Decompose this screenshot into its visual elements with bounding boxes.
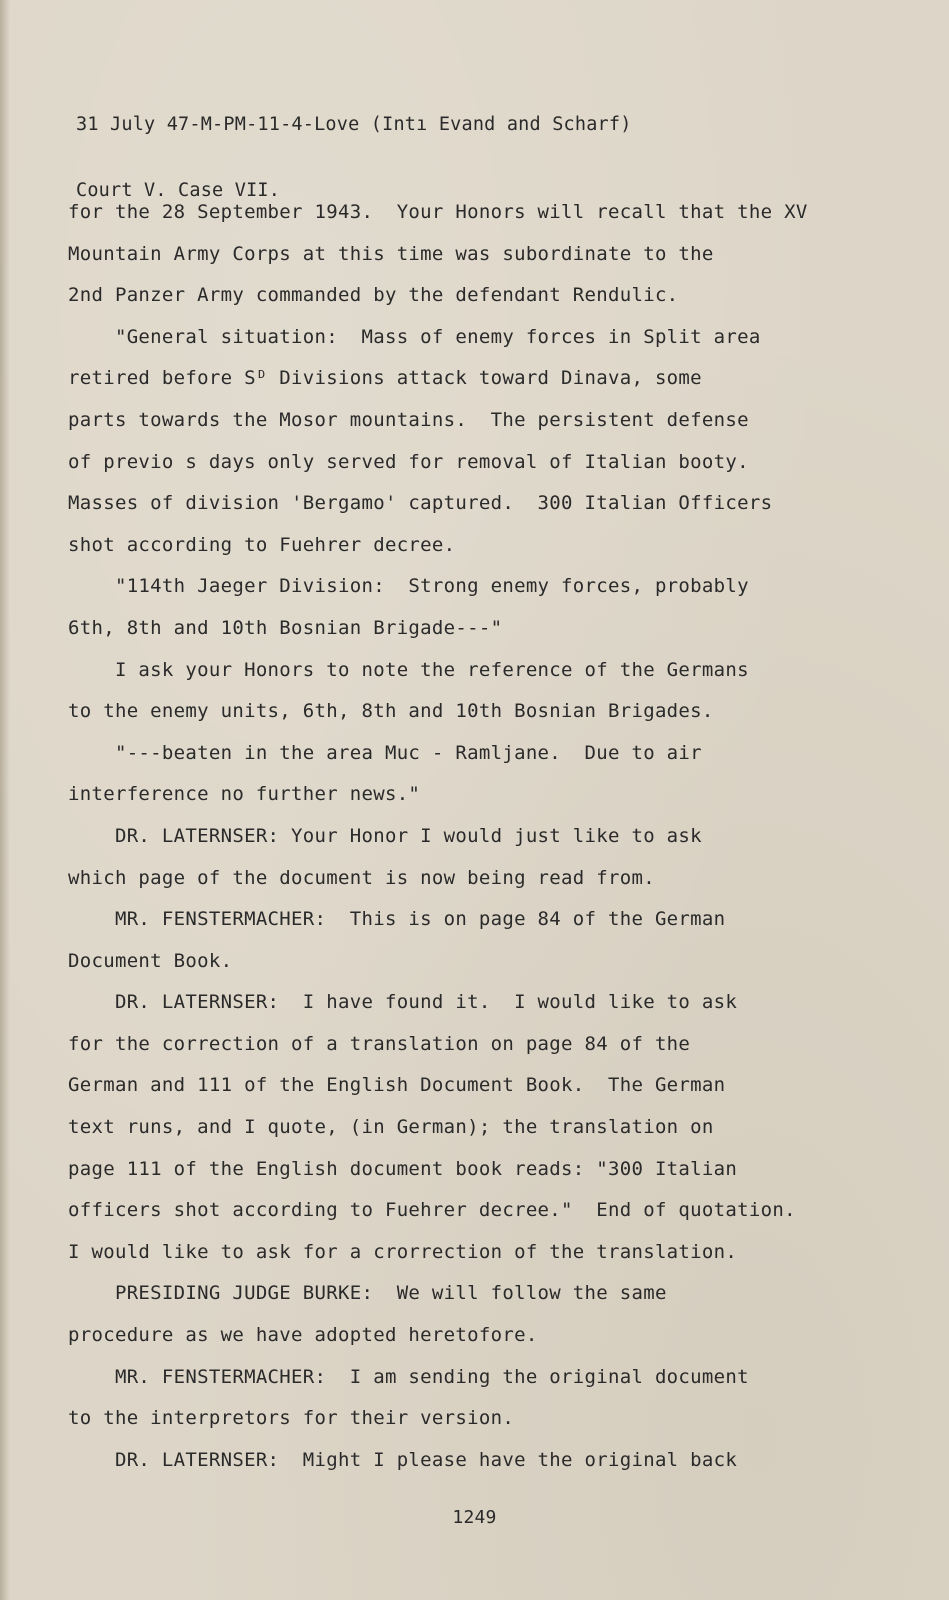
transcript-line: MR. FENSTERMACHER: This is on page 84 of the German: [68, 908, 726, 931]
transcript-line: DR. LATERNSER: Your Honor I would just like to ask: [68, 824, 702, 847]
transcript-line: interference no further news.": [68, 783, 421, 806]
page-number: 1249: [452, 1507, 497, 1528]
transcript-line: page 111 of the English document book reads: "300 Italian: [68, 1157, 738, 1180]
transcript-line: to the enemy units, 6th, 8th and 10th Bosnian Brigades.: [68, 700, 714, 723]
transcript-line: retired before Sᴰ Divisions attack toward Dinava, some: [68, 367, 702, 390]
transcript-line: text runs, and I quote, (in German); the translation on: [68, 1116, 714, 1139]
transcript-line: I ask your Honors to note the reference of the Germans: [68, 658, 749, 681]
transcript-line: 2nd Panzer Army commanded by the defendant Rendulic.: [68, 284, 679, 307]
transcript-line: DR. LATERNSER: I have found it. I would like to ask: [68, 991, 738, 1014]
transcript-line: which page of the document is now being read from.: [68, 866, 655, 889]
transcript-line: for the correction of a translation on page 84 of the: [68, 1032, 691, 1055]
header-session-line: 31 July 47-M-PM-11-4-Love (Intı Evand and Scharf): [76, 114, 632, 135]
transcript-line: procedure as we have adopted heretofore.: [68, 1324, 538, 1347]
transcript-line: to the interpretors for their version.: [68, 1407, 515, 1430]
transcript-line: of previo s days only served for removal of Italian booty.: [68, 450, 749, 473]
transcript-line: "General situation: Mass of enemy forces in Split area: [68, 325, 761, 348]
transcript-line: officers shot according to Fuehrer decree." End of quotation.: [68, 1199, 796, 1222]
transcript-line: Masses of division 'Bergamo' captured. 300 Italian Officers: [68, 492, 773, 515]
transcript-line: German and 111 of the English Document Book. The German: [68, 1074, 726, 1097]
transcript-body: [68, 192, 868, 1481]
page-edge-shadow: [0, 0, 10, 1600]
transcript-line: MR. FENSTERMACHER: I am sending the original document: [68, 1365, 749, 1388]
transcript-line: parts towards the Mosor mountains. The persistent defense: [68, 408, 749, 431]
transcript-line: I would like to ask for a crorrection of the translation.: [68, 1240, 738, 1263]
transcript-line: Document Book.: [68, 949, 233, 972]
transcript-line: 6th, 8th and 10th Bosnian Brigade---": [68, 616, 503, 639]
transcript-line: "114th Jaeger Division: Strong enemy forces, probably: [68, 575, 749, 598]
transcript-line: DR. LATERNSER: Might I please have the original back: [68, 1448, 738, 1471]
transcript-line: PRESIDING JUDGE BURKE: We will follow the same: [68, 1282, 667, 1305]
transcript-line: "---beaten in the area Muc - Ramljane. Due to air: [68, 741, 702, 764]
transcript-line: shot according to Fuehrer decree.: [68, 533, 456, 556]
header-court-line: Court V. Case VII.: [76, 180, 281, 201]
transcript-line: for the 28 September 1943. Your Honors will recall that the XV: [68, 201, 808, 223]
transcript-line: Mountain Army Corps at this time was subordinate to the: [68, 242, 714, 265]
